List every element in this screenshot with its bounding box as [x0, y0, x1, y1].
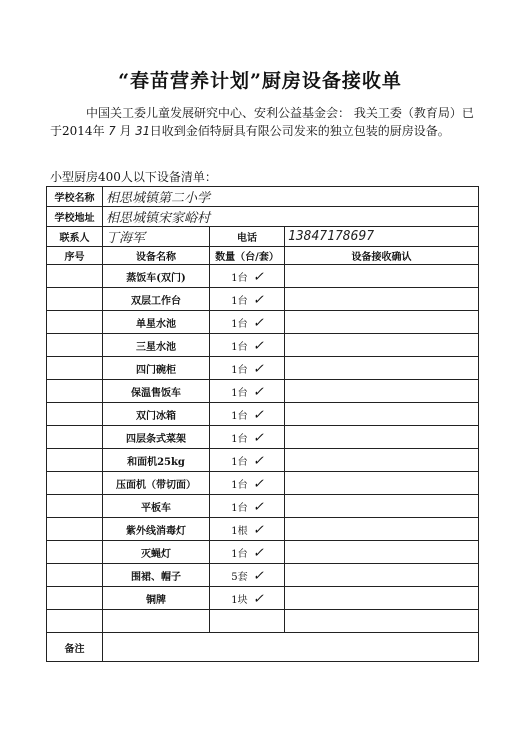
serial-cell	[47, 518, 103, 541]
intro-year: 2014	[62, 124, 93, 138]
equipment-name-cell: 四门碗柜	[103, 357, 210, 380]
empty-row	[47, 610, 479, 633]
table-row	[47, 426, 479, 449]
check-mark-icon: ✓	[253, 566, 263, 584]
serial-cell	[47, 495, 103, 518]
header-equipment-name: 设备名称	[103, 247, 210, 265]
check-mark-icon: ✓	[253, 497, 263, 515]
serial-cell	[47, 541, 103, 564]
table-header-row	[47, 247, 479, 265]
quantity-value: 1台	[231, 457, 248, 468]
check-mark-icon: ✓	[253, 313, 263, 331]
serial-cell	[47, 357, 103, 380]
quantity-cell	[210, 357, 285, 380]
serial-cell	[47, 472, 103, 495]
table-row	[47, 311, 479, 334]
school-address-value: 相思城镇宋家峪村	[103, 207, 479, 227]
equipment-receipt-table	[46, 186, 479, 662]
confirmation-cell	[285, 265, 479, 288]
check-mark-icon: ✓	[253, 428, 263, 446]
quantity-cell	[210, 518, 285, 541]
check-mark-icon: ✓	[253, 267, 263, 285]
confirmation-cell	[285, 495, 479, 518]
quantity-cell	[210, 541, 285, 564]
table-row	[47, 334, 479, 357]
quantity-value: 1台	[231, 273, 248, 284]
equipment-name-cell: 铜牌	[103, 587, 210, 610]
quantity-value: 1台	[231, 549, 248, 560]
check-mark-icon: ✓	[253, 405, 263, 423]
confirmation-cell	[285, 426, 479, 449]
equipment-name-cell: 三星水池	[103, 334, 210, 357]
quantity-cell	[210, 380, 285, 403]
quantity-cell	[210, 495, 285, 518]
equipment-list-subtitle: 小型厨房400人以下设备清单：	[50, 170, 217, 184]
remarks-value	[103, 633, 479, 662]
check-mark-icon: ✓	[253, 290, 263, 308]
quantity-value: 1台	[231, 503, 248, 514]
quantity-cell	[210, 403, 285, 426]
remarks-label: 备注	[47, 633, 103, 662]
quantity-value: 1台	[231, 434, 248, 445]
phone-label: 电话	[210, 227, 285, 247]
equipment-name-cell: 双层工作台	[103, 288, 210, 311]
equipment-name-cell: 蒸饭车(双门)	[103, 265, 210, 288]
header-serial: 序号	[47, 247, 103, 265]
equipment-name-cell: 保温售饭车	[103, 380, 210, 403]
quantity-cell	[210, 334, 285, 357]
confirmation-cell	[285, 541, 479, 564]
quantity-value: 1台	[231, 480, 248, 491]
confirmation-cell	[285, 564, 479, 587]
equipment-name-cell: 四层条式菜架	[103, 426, 210, 449]
intro-month-unit: 月	[119, 124, 132, 138]
intro-day: 31	[135, 124, 150, 138]
school-address-label: 学校地址	[47, 207, 103, 227]
quantity-cell	[210, 311, 285, 334]
check-mark-icon: ✓	[253, 543, 263, 561]
quantity-value: 5套	[231, 572, 248, 583]
check-mark-icon: ✓	[253, 336, 263, 354]
intro-month: 7	[108, 124, 116, 138]
intro-text-part2: 日收到金佰特厨具有限公司发来的独立包装的厨房设备。	[149, 124, 450, 138]
table-row	[47, 564, 479, 587]
confirmation-cell	[285, 449, 479, 472]
equipment-name-cell: 单星水池	[103, 311, 210, 334]
serial-cell	[47, 288, 103, 311]
table-row	[47, 587, 479, 610]
confirmation-cell	[285, 380, 479, 403]
serial-cell	[47, 587, 103, 610]
equipment-name-cell: 围裙、帽子	[103, 564, 210, 587]
equipment-name-cell: 紫外线消毒灯	[103, 518, 210, 541]
table-row	[47, 357, 479, 380]
table-row	[47, 380, 479, 403]
contact-label: 联系人	[47, 227, 103, 247]
serial-cell	[47, 403, 103, 426]
quantity-value: 1台	[231, 296, 248, 307]
confirmation-cell	[285, 311, 479, 334]
confirmation-cell	[285, 587, 479, 610]
check-mark-icon: ✓	[253, 520, 263, 538]
table-row	[47, 541, 479, 564]
intro-year-unit: 年	[92, 124, 105, 138]
equipment-name-cell: 平板车	[103, 495, 210, 518]
serial-cell	[47, 334, 103, 357]
quantity-value: 1台	[231, 411, 248, 422]
remarks-row	[47, 633, 479, 662]
quantity-cell	[210, 265, 285, 288]
table-row	[47, 265, 479, 288]
document-title: “春苗营养计划”厨房设备接收单	[118, 70, 402, 92]
table-row	[47, 495, 479, 518]
serial-cell	[47, 380, 103, 403]
check-mark-icon: ✓	[253, 589, 263, 607]
confirmation-cell	[285, 403, 479, 426]
school-address-row	[47, 207, 479, 227]
confirmation-cell	[285, 472, 479, 495]
quantity-cell	[210, 449, 285, 472]
contact-row	[47, 227, 479, 247]
header-quantity: 数量（台/套）	[210, 247, 285, 265]
quantity-value: 1台	[231, 365, 248, 376]
serial-cell	[47, 265, 103, 288]
check-mark-icon: ✓	[253, 359, 263, 377]
intro-text-part1: 中国关工委儿童发展研究中心、安利公益基金会： 我关工委（教育局）已于	[50, 106, 474, 138]
confirmation-cell	[285, 518, 479, 541]
equipment-name-cell: 双门冰箱	[103, 403, 210, 426]
table-row	[47, 472, 479, 495]
quantity-value: 1块	[231, 595, 248, 606]
quantity-cell	[210, 564, 285, 587]
table-row	[47, 403, 479, 426]
equipment-name-cell: 压面机（带切面）	[103, 472, 210, 495]
quantity-value: 1根	[231, 526, 248, 537]
serial-cell	[47, 564, 103, 587]
confirmation-cell	[285, 357, 479, 380]
quantity-cell	[210, 426, 285, 449]
intro-paragraph	[50, 104, 480, 140]
confirmation-cell	[285, 288, 479, 311]
equipment-name-cell: 和面机25kg	[103, 449, 210, 472]
quantity-cell	[210, 587, 285, 610]
table-row	[47, 449, 479, 472]
quantity-value: 1台	[231, 342, 248, 353]
school-name-value: 相思城镇第二小学	[103, 187, 479, 207]
check-mark-icon: ✓	[253, 474, 263, 492]
confirmation-cell	[285, 334, 479, 357]
serial-cell	[47, 426, 103, 449]
header-receipt-confirmation: 设备接收确认	[285, 247, 479, 265]
equipment-name-cell: 灭蝇灯	[103, 541, 210, 564]
school-name-label: 学校名称	[47, 187, 103, 207]
quantity-value: 1台	[231, 319, 248, 330]
table-row	[47, 288, 479, 311]
contact-value: 丁海军	[103, 227, 210, 247]
quantity-value: 1台	[231, 388, 248, 399]
phone-value: 13847178697	[285, 227, 479, 247]
school-name-row	[47, 187, 479, 207]
serial-cell	[47, 449, 103, 472]
quantity-cell	[210, 472, 285, 495]
check-mark-icon: ✓	[253, 382, 263, 400]
quantity-cell	[210, 288, 285, 311]
table-row	[47, 518, 479, 541]
serial-cell	[47, 311, 103, 334]
check-mark-icon: ✓	[253, 451, 263, 469]
